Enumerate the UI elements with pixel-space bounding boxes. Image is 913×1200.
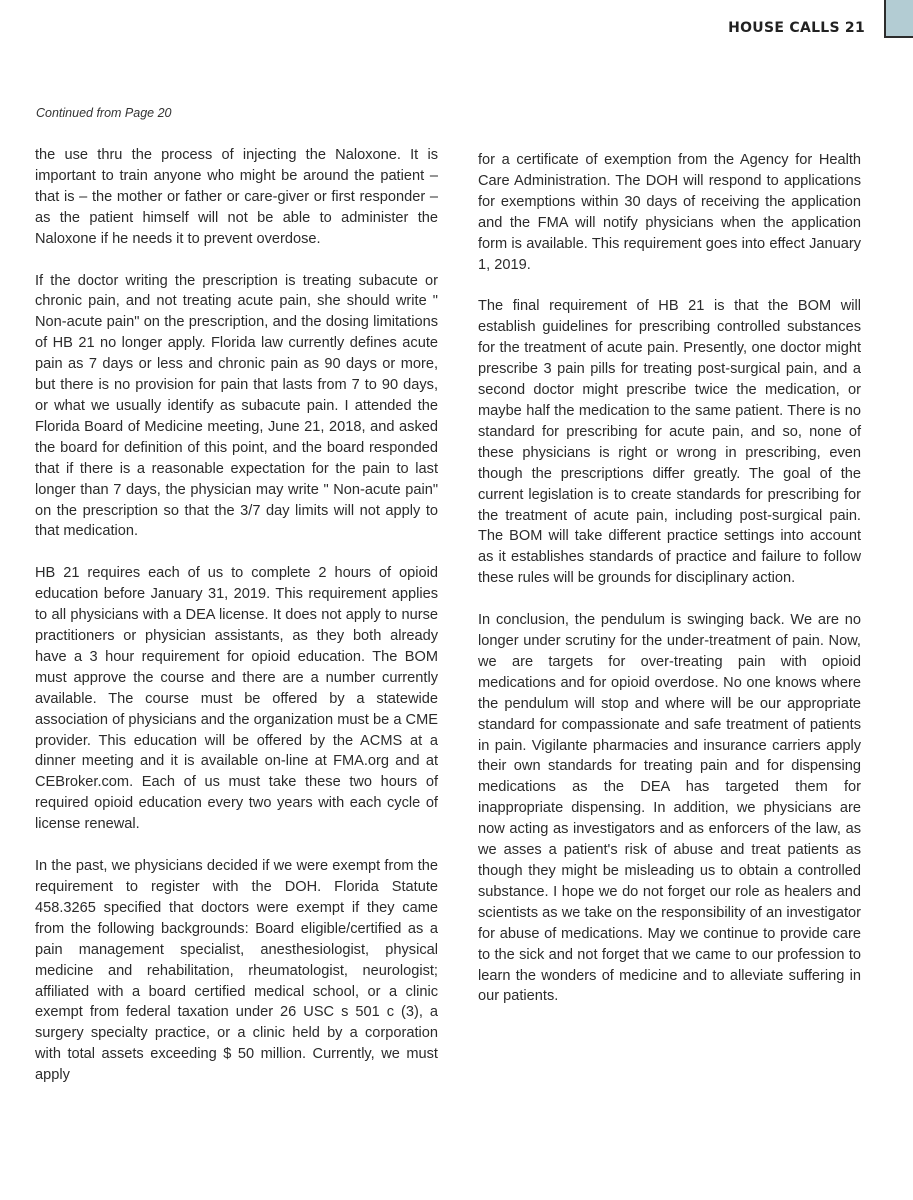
paragraph: The final requirement of HB 21 is that the BOM will establish guidelines for prescribing controlled substances for the treatment of acute pain. Presently, one doctor might prescribe 3 pain pills for treating post-surgical pain, and a second doctor might prescribe twice the medication, or maybe half the medication to the same patient. There is no standard for prescribing for acute pain, and so, none of these physicians is right or wrong in prescribing, even though the prescriptions differ greatly. The goal of the current legislation is to create standards for prescribing for the treatment of acute pain, including post-surgical pain. The BOM will take different practice settings into account as it establishes standards of practice and failure to follow these rules will be grounds for disciplinary action. xyxy=(478,298,861,587)
paragraph: for a certificate of exemption from the Agency for Health Care Administration. The DOH will respond to applications for exemptions within 30 days of receiving the application and the FMA will notify physicians when the application form is available. This requirement goes into effect January 1, 2019. xyxy=(478,152,861,273)
paragraph: In the past, we physicians decided if we were exempt from the requirement to register with the DOH. Florida Statute 458.3265 specified that doctors were exempt if they came from the following backgrounds: Board eligible/certified as a pain management specialist, anesthesiologist, physical medicine and rehabilitation, rheumatologist, neurologist; affiliated with a board certified medical school, or a clinic exempt from federal taxation under 26 USC s 501 c (3), a surgery specialty practice, or a clinic held by a corporation with total assets exceeding $ 50 million. Currently, we must apply xyxy=(35,858,438,1084)
paragraph: HB 21 requires each of us to complete 2 hours of opioid education before January 31, 2019. This requirement applies to all physicians with a DEA license. It does not apply to nurse practitioners or physician assistants, as they both already have a 3 hour requirement for opioid education. The BOM must approve the course and there are a number currently available. The course must be offered by a statewide association of physicians and the organization must be a CME provider. This education will be offered by the ACMS at a dinner meeting and it is available on-line at FMA.org and at CEBroker.com. Each of us must take these two hours of required opioid education every two years with each cycle of license renewal. xyxy=(35,565,438,833)
paragraph: If the doctor writing the prescription is treating subacute or chronic pain, and not treating acute pain, she should write " Non-acute pain" on the prescription, and the dosing limitations of HB 21 no longer apply. Florida law currently defines acute pain as 7 days or less and chronic pain as 90 days or more, but there is no provision for pain that lasts from 7 to 90 days, or what we usually identify as subacute pain. I attended the Florida Board of Medicine meeting, June 21, 2018, and asked the board for definition of this point, and the board responded that if there is a reasonable expectation for the pain to last longer than 7 days, the physician may write " Non-acute pain" on the prescription so that the 3/7 day limits will not apply to that medication. xyxy=(35,272,438,540)
continued-from-label: Continued from Page 20 xyxy=(36,106,172,120)
page-number: 21 xyxy=(844,20,865,36)
running-header xyxy=(728,20,865,36)
left-column xyxy=(35,145,438,1107)
paragraph: the use thru the process of injecting the Naloxone. It is important to train anyone who might be around the patient – that is – the mother or father or care-giver or first responder – as the patient himself will not be able to administer the Naloxone if he needs it to prevent overdose. xyxy=(35,147,438,247)
right-column xyxy=(478,150,861,1028)
section-title: HOUSE CALLS xyxy=(728,20,840,36)
paragraph: In conclusion, the pendulum is swinging back. We are no longer under scrutiny for the under-treatment of pain. Now, we are targets for over-treating pain with opioid medications and for opioid overdose. No one knows where the pendulum will stop and where will be our appropriate standard for compassionate and safe treatment of patients in pain. Vigilante pharmacies and insurance carriers apply their own standards for treating pain and for dispensing medications as the DEA has targeted them for inappropriate dispensing. In addition, we physicians are now acting as investigators and as enforcers of the law, as we asses a patient's risk of abuse and treat patients as though they might be misleading us to obtain a controlled substance. I hope we do not forget our role as healers and scientists as we take on the responsibility of an investigator for abuse of medications. May we continue to provide care to the sick and not forget that we came to our profession to learn the wonders of medicine and to alleviate suffering in our patients. xyxy=(478,612,861,1005)
section-color-tab xyxy=(884,0,913,38)
